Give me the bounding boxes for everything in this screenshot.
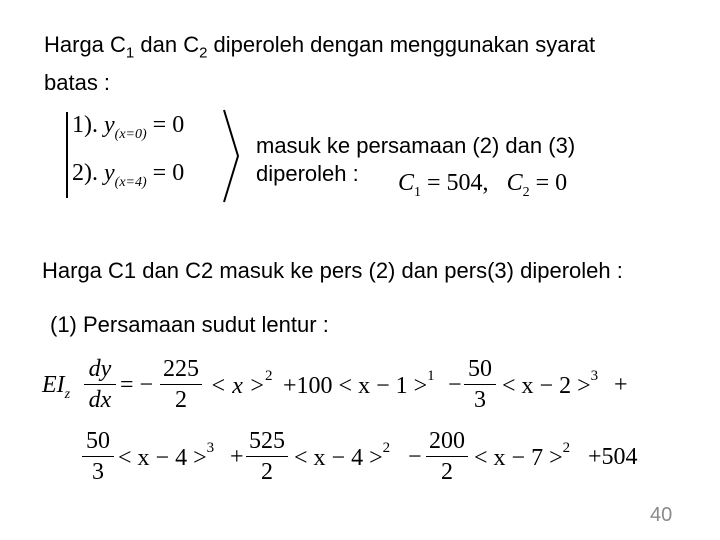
- heading-sub-2: 2: [199, 44, 208, 62]
- conditions-left-bar: [66, 112, 68, 198]
- heading-sub-1: 1: [125, 44, 135, 62]
- eq-t5: < x − 4 >: [294, 445, 383, 471]
- condition-1-eq: = 0: [152, 112, 185, 138]
- eq-frac-200-2: [426, 428, 468, 485]
- result-text-line2: diperoleh :: [256, 161, 359, 186]
- eq-t2: +100 < x − 1 >: [283, 373, 428, 399]
- eq-frac2-num: 50: [468, 356, 492, 382]
- eq-frac3-num: 50: [86, 428, 110, 454]
- eq-frac-225-2: [160, 356, 202, 413]
- eq-frac1-num: 225: [163, 356, 199, 382]
- eq-term-x-7: [474, 440, 571, 472]
- eq-EI: EI: [42, 372, 65, 398]
- result-c1-sub: 1: [414, 184, 422, 200]
- eq-t5-exp: 2: [382, 440, 391, 456]
- heading-text-mid: dan C: [134, 32, 200, 57]
- result-c2-sub: 2: [522, 184, 530, 200]
- eq-dy: dy: [88, 356, 112, 382]
- condition-1-number: 1).: [72, 112, 98, 138]
- eq-frac5-den: 2: [441, 459, 453, 485]
- page-number: 40: [650, 504, 673, 526]
- eq-term-x-4-a: [118, 440, 215, 472]
- eq-frac3-den: 3: [92, 459, 104, 485]
- eq-t3-exp: 3: [590, 368, 599, 384]
- eq-minus-1: −: [448, 372, 462, 398]
- eq-frac4-bar: [246, 456, 288, 457]
- eq-minus-2: −: [408, 444, 422, 470]
- eq-t1-exp: 2: [265, 368, 273, 384]
- condition-2-eq: = 0: [152, 160, 185, 186]
- eq-frac-50-3-a: [464, 356, 496, 413]
- eq-frac4-num: 525: [249, 428, 285, 454]
- eq-derivative-bar: [84, 384, 116, 385]
- eq-frac5-bar: [426, 456, 468, 457]
- condition-1-sub: (x=0): [114, 126, 147, 142]
- eq-plus-2: +: [230, 444, 244, 470]
- condition-2-number: 2).: [72, 160, 98, 186]
- eq-derivative: [84, 356, 116, 413]
- eq-t4-exp: 3: [206, 440, 215, 456]
- eq-frac3-bar: [82, 456, 114, 457]
- eq-frac4-den: 2: [261, 459, 273, 485]
- result-text-line1: masuk ke persamaan (2) dan (3): [256, 133, 576, 158]
- eq-lhs-EI: [42, 372, 70, 403]
- result-c1: C: [398, 170, 415, 196]
- result-constants: [398, 170, 567, 201]
- eq-t2-exp: 1: [427, 368, 435, 384]
- heading-text-line2: batas :: [44, 70, 111, 96]
- eq-term-x-2: [502, 368, 599, 400]
- condition-2: [72, 160, 184, 191]
- eq-frac1-den: 2: [175, 387, 187, 413]
- eq-t3: < x − 2 >: [502, 373, 591, 399]
- result-c2-value: = 0: [535, 170, 568, 196]
- heading-text-post: diperoleh dengan menggunakan syarat: [207, 32, 596, 57]
- eq-frac1-bar: [160, 384, 202, 385]
- heading-boundary-conditions: [44, 30, 595, 98]
- eq-dx: dx: [88, 387, 112, 413]
- subheading-slope-equation: (1) Persamaan sudut lentur :: [50, 312, 329, 337]
- eq-term-100: [283, 368, 435, 400]
- heading-substitution: Harga C1 dan C2 masuk ke pers (2) dan pers(3) diperoleh :: [42, 258, 623, 283]
- eq-EI-sub: z: [64, 386, 71, 402]
- eq-t1: < x >: [210, 373, 266, 399]
- eq-t6: < x − 7 >: [474, 445, 563, 471]
- condition-2-sub: (x=4): [114, 174, 147, 190]
- eq-t4: < x − 4 >: [118, 445, 207, 471]
- heading-text-pre: Harga C: [44, 32, 126, 57]
- condition-2-y: y: [104, 160, 115, 186]
- condition-1-y: y: [104, 112, 115, 138]
- right-angle-bracket: [222, 108, 242, 204]
- eq-t6-exp: 2: [562, 440, 571, 456]
- eq-frac-50-3-b: [82, 428, 114, 485]
- eq-frac-525-2: [246, 428, 288, 485]
- eq-term-x-4-b: [294, 440, 391, 472]
- eq-plus-1: +: [614, 372, 628, 398]
- eq-frac2-bar: [464, 384, 496, 385]
- eq-frac5-num: 200: [429, 428, 465, 454]
- condition-1: [72, 112, 184, 143]
- eq-term-x: [210, 368, 273, 400]
- eq-frac2-den: 3: [474, 387, 486, 413]
- result-c1-value: = 504,: [427, 170, 489, 196]
- result-c2: C: [506, 170, 523, 196]
- eq-term-504: +504: [588, 444, 638, 470]
- eq-equals-minus: = −: [120, 372, 154, 398]
